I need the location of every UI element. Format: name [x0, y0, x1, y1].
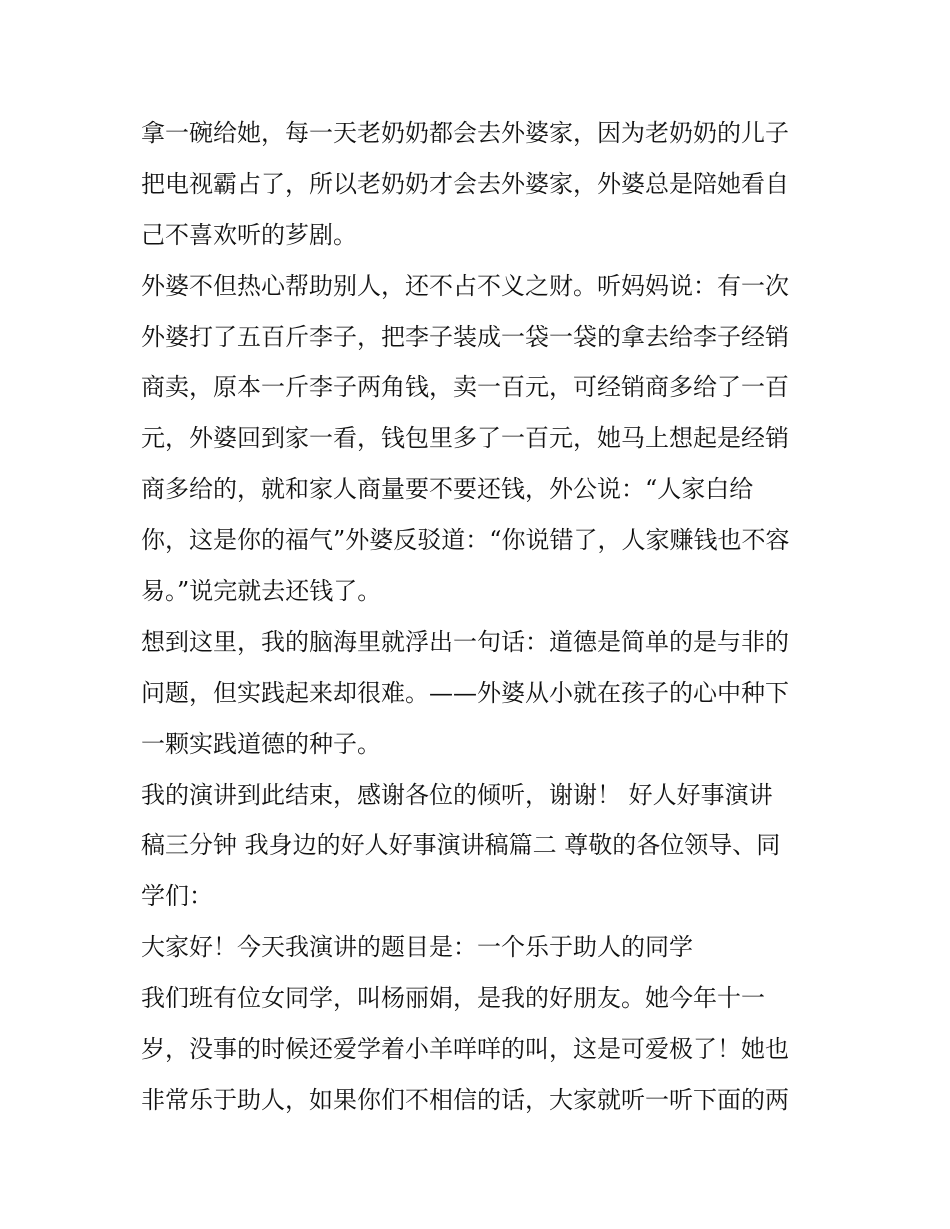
text-line: 拿一碗给她，每一天老奶奶都会去外婆家，因为老奶奶的儿子	[141, 119, 789, 147]
text-line: 学们：	[141, 882, 213, 911]
text-line: 一颗实践道德的种子。	[141, 729, 381, 758]
text-line: 我的演讲到此结束，感谢各位的倾听，谢谢！ 好人好事演讲	[141, 780, 773, 809]
text-line: 我们班有位女同学，叫杨丽娟，是我的好朋友。她今年十一	[141, 984, 765, 1013]
text-line: 商多给的，就和家人商量要不要还钱，外公说：“人家白给	[141, 475, 754, 504]
body-text	[141, 108, 821, 1126]
text-line: 问题，但实践起来却很难。——外婆从小就在孩子的心中种下	[141, 678, 789, 707]
text-line: 想到这里，我的脑海里就浮出一句话：道德是简单的是与非的	[141, 627, 789, 656]
text-line: 你，这是你的福气”外婆反驳道：“你说错了，人家赚钱也不容	[141, 526, 790, 555]
text-line: 外婆不但热心帮助别人，还不占不义之财。听妈妈说：有一次	[141, 271, 789, 300]
text-line: 元，外婆回到家一看，钱包里多了一百元，她马上想起是经销	[141, 424, 789, 453]
text-line: 岁，没事的时候还爱学着小羊咩咩的叫，这是可爱极了！她也	[141, 1035, 789, 1064]
text-line: 商卖，原本一斤李子两角钱，卖一百元，可经销商多给了一百	[141, 373, 789, 402]
text-line: 稿三分钟 我身边的好人好事演讲稿篇二 尊敬的各位领导、同	[141, 831, 781, 860]
text-line: 己不喜欢听的芗剧。	[141, 220, 357, 249]
text-line: 非常乐于助人，如果你们不相信的话，大家就听一听下面的两	[141, 1085, 789, 1114]
text-line: 把电视霸占了，所以老奶奶才会去外婆家，外婆总是陪她看自	[141, 169, 789, 198]
text-line: 大家好！今天我演讲的题目是：一个乐于助人的同学	[141, 933, 693, 962]
text-line: 易。”说完就去还钱了。	[141, 577, 382, 606]
text-line: 外婆打了五百斤李子，把李子装成一袋一袋的拿去给李子经销	[141, 322, 789, 351]
